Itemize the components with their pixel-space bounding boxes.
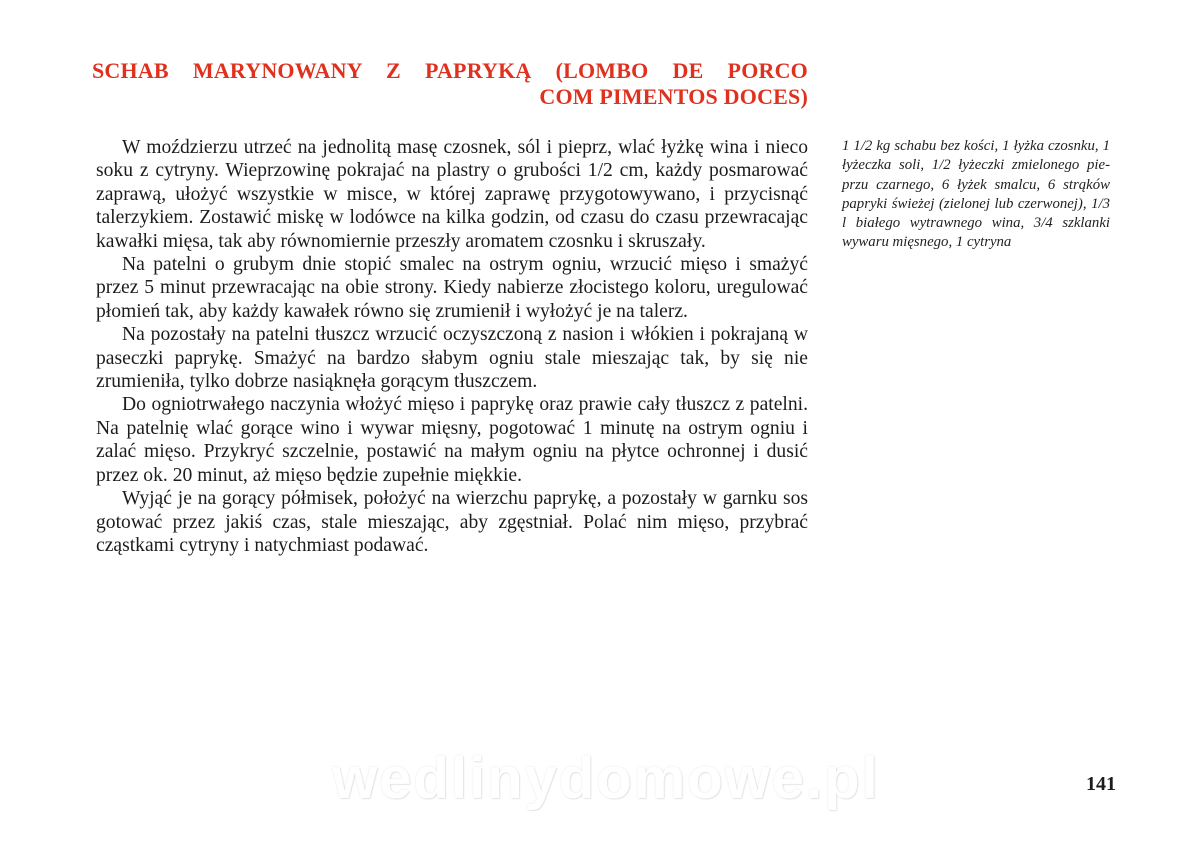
instruction-paragraph-3: Na pozostały na patelni tłuszcz wrzucić oczyszczoną z nasion i włókien i pokrajaną w paseczki paprykę. Smażyć na bardzo słabym ogniu stale mieszając tak, by się nie zrumieniła, tylko dobrze nasiąknęła gorącym tłuszczem. [96, 324, 808, 393]
instruction-paragraph-1: W moździerzu utrzeć na jednolitą masę czosnek, sól i pieprz, wlać łyżkę wina i nieco soku z cytryny. Wieprzowinę pokrajać na plastry o grubości 1/2 cm, każdy posmarować zaprawą, ułożyć wszystkie w misce, w której zaprawę przygotowywano, i przycisnąć talerzykiem. Zostawić miskę w lodówce na kilka godzin, od czasu do czasu przewracając kawałki mięsa, tak aby równomiernie przeszły aromatem czosnku i skruszały. [96, 137, 808, 252]
recipe-instructions [96, 136, 808, 557]
instruction-paragraph-4: Do ogniotrwałego naczynia włożyć mięso i paprykę oraz prawie cały tłuszcz z patelni. Na patelnię wlać gorące wino i wywar mięsny, pogotować 1 minutę na ostrym ogniu i zalać mięso. Przykryć szczelnie, postawić na małym ogniu na płytce ochronnej i dusić przez ok. 20 minut, aż mięso będzie zupełnie miękkie. [96, 394, 808, 486]
ingredients-list: 1 1/2 kg schabu bez kości, 1 łyżka czosnku, 1 łyżeczka soli, 1/2 łyżeczki zmielonego pieprzu czarnego, 6 łyżek smalcu, 6 strąków papryki świeżej (zielonej lub czerwonej), 1/3 l białego wytrawnego wina, 3/4 szklanki wywaru mięsnego, 1 cytryna [842, 138, 1110, 251]
watermark: wedlinydomowe.pl [332, 746, 880, 811]
page-number: 141 [1086, 773, 1116, 795]
recipe-title-line-2: COM PIMENTOS DOCES) [539, 84, 808, 109]
instruction-paragraph-2: Na patelni o grubym dnie stopić smalec na ostrym ogniu, wrzucić mięso i smażyć przez 5 minut przewracając na obie strony. Kiedy nabierze złocistego koloru, uregulować płomień tak, aby każdy kawałek równo się zrumienił i wyłożyć je na talerz. [96, 254, 808, 322]
recipe-title-line-1: SCHAB MARYNOWANY Z PAPRYKĄ (LOMBO DE PORCO [92, 58, 808, 83]
instruction-paragraph-5: Wyjąć je na gorący półmisek, położyć na wierzchu paprykę, a pozostały w garnku sos gotować przez jakiś czas, stale mieszając, aby zgęstniał. Polać nim mięso, przybrać cząstkami cytryny i natychmiast podawać. [96, 488, 808, 556]
recipe-title [92, 58, 808, 110]
